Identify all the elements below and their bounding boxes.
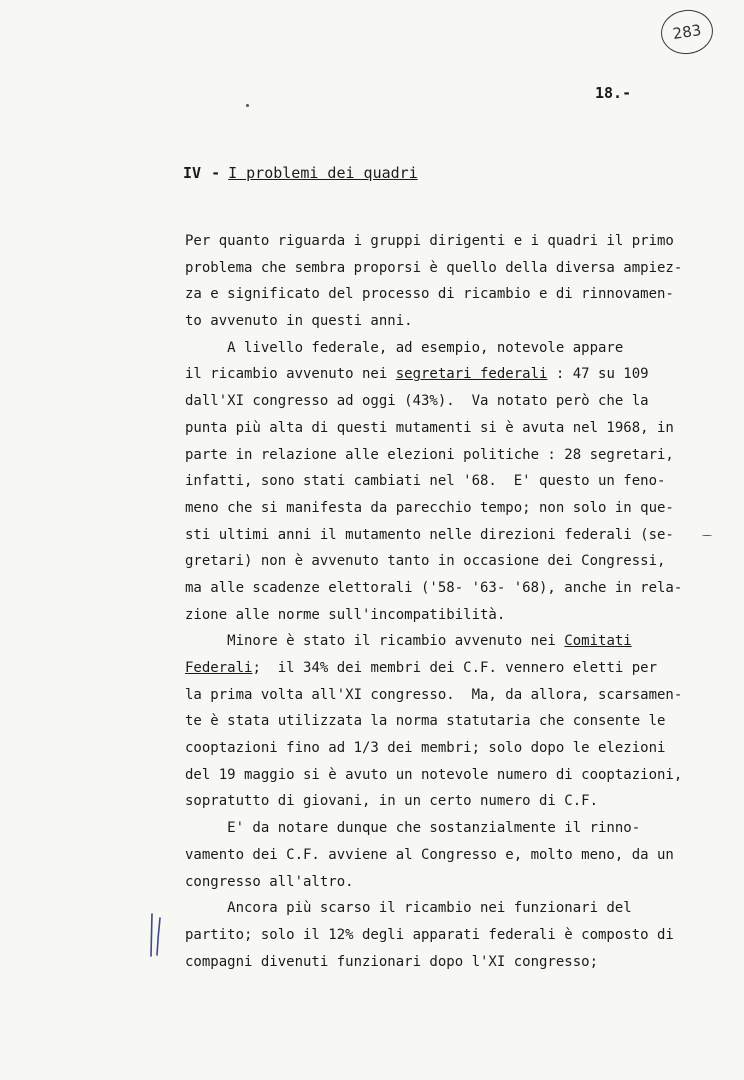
text-line: te è stata utilizzata la norma statutaria che consente le <box>185 713 666 730</box>
text-line: sti ultimi anni il mutamento nelle direzioni federali (se- <box>185 526 674 543</box>
text-line: punta più alta di questi mutamenti si è avuta nel 1968, in <box>185 419 674 436</box>
archive-stamp <box>658 7 716 58</box>
text-segment: il ricambio avvenuto nei <box>185 366 396 383</box>
text-line: Per quanto riguarda i gruppi dirigenti e i quadri il primo <box>185 233 674 249</box>
section-title: I problemi dei quadri <box>228 164 418 182</box>
text-line: sopratutto di giovani, in un certo numero di C.F. <box>185 793 599 810</box>
text-line: meno che si manifesta da parecchio tempo; non solo in que- <box>185 499 674 516</box>
text-segment: Minore è stato il ricambio avvenuto nei <box>185 633 565 650</box>
paper-speck <box>702 535 712 536</box>
paper-speck <box>246 104 249 107</box>
text-line: cooptazioni fino ad 1/3 dei membri; solo dopo le elezioni <box>185 740 666 757</box>
text-line: ma alle scadenze elettorali ('58- '63- '68), anche in rela- <box>185 579 683 596</box>
body-text <box>185 228 705 975</box>
text-line: Ancora più scarso il ricambio nei funzionari del <box>185 900 632 917</box>
text-line <box>185 655 705 682</box>
text-line <box>185 361 705 388</box>
text-line: partito; solo il 12% degli apparati federali è composto di <box>185 926 674 943</box>
text-line: congresso all'altro. <box>185 873 354 890</box>
text-segment: : 47 su 109 <box>547 366 649 383</box>
underlined-term: Comitati <box>564 633 632 650</box>
text-line: to avvenuto in questi anni. <box>185 313 413 330</box>
text-segment: ; il 34% dei membri dei C.F. vennero eletti per <box>252 660 658 676</box>
text-line: za e significato del processo di ricambio e di rinnovamen- <box>185 286 674 303</box>
text-line: dall'XI congresso ad oggi (43%). Va notato però che la <box>185 393 649 410</box>
text-line: A livello federale, ad esempio, notevole appare <box>185 339 624 356</box>
handwritten-margin-mark <box>148 912 170 958</box>
text-line: gretari) non è avvenuto tanto in occasione dei Congressi, <box>185 553 666 570</box>
text-line: vamento dei C.F. avviene al Congresso e, molto meno, da un <box>185 846 674 863</box>
text-line: compagni divenuti funzionari dopo l'XI congresso; <box>185 953 599 970</box>
section-separator: - <box>211 164 221 182</box>
underlined-term: segretari federali <box>395 366 548 383</box>
text-line <box>185 628 705 655</box>
page-number: 18.- <box>595 84 632 102</box>
text-line: del 19 maggio si è avuto un notevole numero di cooptazioni, <box>185 766 683 783</box>
section-numeral: IV <box>183 164 202 182</box>
text-line: parte in relazione alle elezioni politiche : 28 segretari, <box>185 446 674 463</box>
text-line: problema che sembra proporsi è quello della diversa ampiez- <box>185 259 683 276</box>
text-line: E' da notare dunque che sostanzialmente il rinno- <box>185 820 641 837</box>
section-heading <box>183 164 418 182</box>
text-line: infatti, sono stati cambiati nel '68. E' questo un feno- <box>185 473 666 490</box>
text-line: la prima volta all'XI congresso. Ma, da allora, scarsamen- <box>185 686 683 703</box>
stamp-number: 283 <box>671 21 703 43</box>
underlined-term: Federali <box>185 660 253 676</box>
text-line: zione alle norme sull'incompatibilità. <box>185 606 506 623</box>
